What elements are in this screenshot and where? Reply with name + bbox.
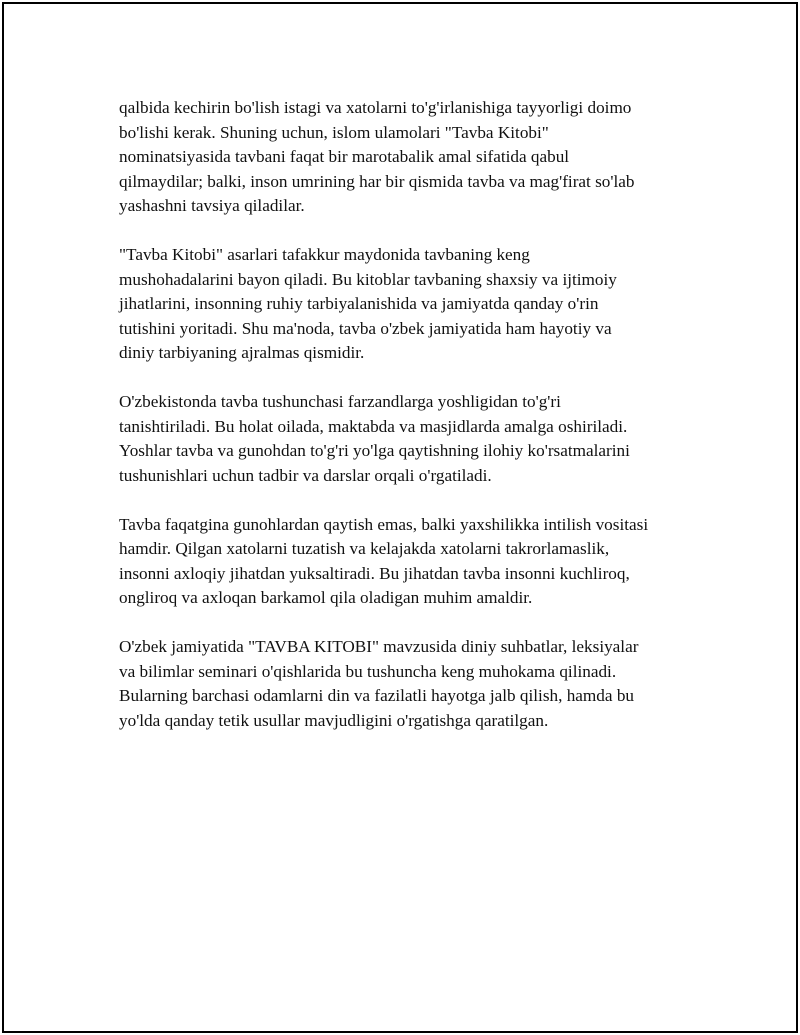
- document-body: [119, 96, 704, 758]
- paragraph-3: O'zbekistonda tavba tushunchasi farzandlarga yoshligidan to'g'ri tanishtiriladi. Bu holat oilada, maktabda va masjidlarda amalga oshiriladi. Yoshlar tavba va gunohdan to'g'ri yo'lga qaytishning ilohiy ko'rsatmalarini tushunishlari uchun tadbir va darslar orqali o'rgatiladi.: [119, 392, 630, 485]
- paragraph-4: Tavba faqatgina gunohlardan qaytish emas, balki yaxshilikka intilish vositasi hamdir. Qilgan xatolarni tuzatish va kelajakda xatolarni takrorlamaslik, insonni axloqiy jihatdan yuksaltiradi. Bu jihatdan tavba insonni kuchliroq, ongliroq va axloqan barkamol qila oladigan muhim amaldir.: [119, 514, 649, 607]
- paragraph-5: O'zbek jamiyatida "TAVBA KITOBI" mavzusida diniy suhbatlar, leksiyalar va bilimlar seminari o'qishlarida bu tushuncha keng muhokama qilinadi. Bularning barchasi odamlarni din va fazilatli hayotga jalb qilish, hamda bu yo'lda qanday tetik usullar mavjudligini o'rgatishga qaratilgan.: [119, 637, 639, 730]
- document-page: [2, 2, 798, 1033]
- paragraph-1: qalbida kechirin bo'lish istagi va xatolarni to'g'irlanishiga tayyorligi doimo bo'lishi kerak. Shuning uchun, islom ulamolari "Tavba Kitobi" nominatsiyasida tavbani faqat bir marotabalik amal sifatida qabul qilmaydilar; balki, inson umrining har bir qismida tavba va mag'firat so'lab yashashni tavsiya qiladilar.: [119, 98, 635, 215]
- paragraph-2: "Tavba Kitobi" asarlari tafakkur maydonida tavbaning keng mushohadalarini bayon qiladi. Bu kitoblar tavbaning shaxsiy va ijtimoiy jihatlarini, insonning ruhiy tarbiyalanishida va jamiyatda qanday o'rin tutishini yoritadi. Shu ma'noda, tavba o'zbek jamiyatida ham hayotiy va diniy tarbiyaning ajralmas qismidir.: [119, 245, 617, 362]
